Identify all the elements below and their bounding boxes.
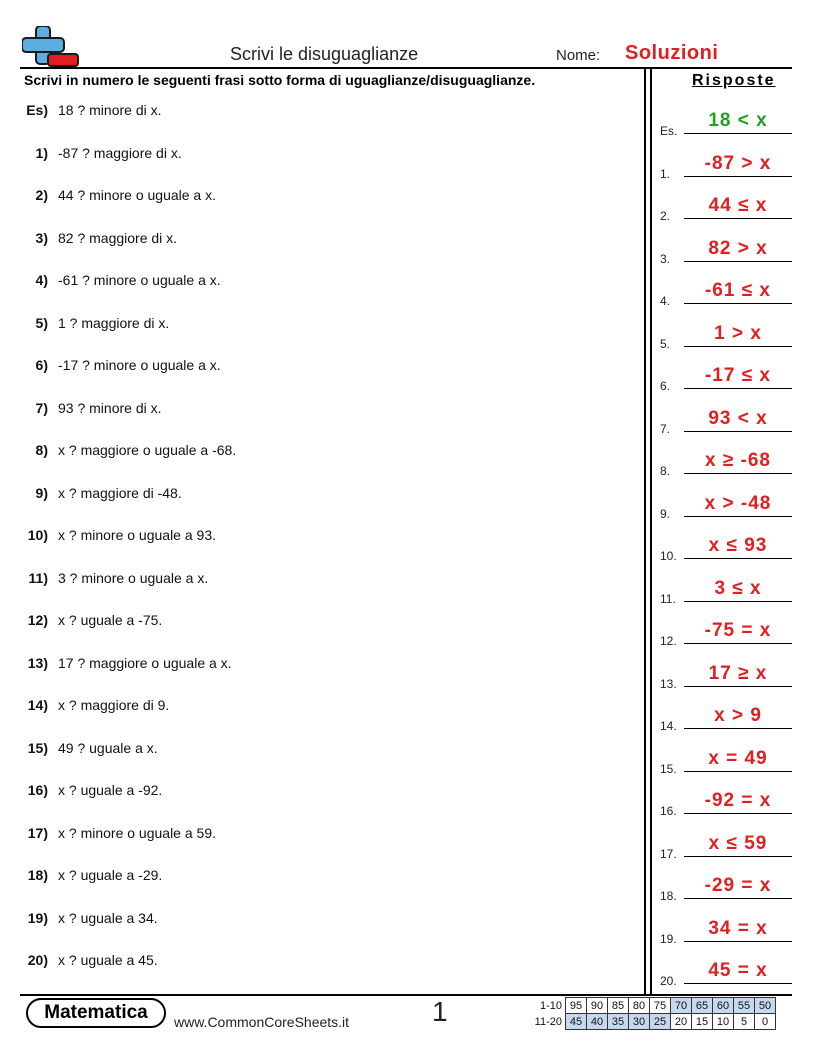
problem-text: 82 ? maggiore di x. <box>58 229 178 246</box>
problem-text: x ? uguale a -92. <box>58 782 163 798</box>
answer-value: x > -48 <box>704 492 772 514</box>
score-cell: 45 <box>566 1014 587 1030</box>
problem-text: 18 ? minore di x. <box>58 102 162 118</box>
score-cell: 65 <box>692 998 713 1014</box>
answer-item <box>660 618 792 648</box>
score-cell: 10 <box>713 1014 734 1030</box>
problem-text: 44 ? minore o uguale a x. <box>58 187 216 203</box>
answer-line <box>684 771 792 772</box>
score-cell: 75 <box>650 998 671 1014</box>
problem-number: 20) <box>27 952 48 968</box>
problem-number: 6) <box>35 357 48 373</box>
problem-number: 8) <box>35 442 48 458</box>
answer-label: 4. <box>660 294 671 308</box>
answer-value: x ≤ 59 <box>708 832 768 854</box>
answer-value: 17 ≥ x <box>708 662 768 684</box>
answer-line <box>684 983 792 984</box>
answer-line <box>684 133 792 134</box>
answer-line <box>684 516 792 517</box>
answer-line <box>684 388 792 389</box>
problem-text: 1 ? maggiore di x. <box>58 314 170 331</box>
score-cell: 15 <box>692 1014 713 1030</box>
answer-line <box>684 473 792 474</box>
name-value: Soluzioni <box>625 42 719 64</box>
problem-number: 15) <box>27 739 48 756</box>
score-row-label: 1-10 <box>539 999 562 1012</box>
answer-label: 15. <box>660 761 677 776</box>
score-row <box>526 1014 776 1030</box>
answer-label: Es. <box>660 124 678 138</box>
answer-item <box>660 448 792 478</box>
answer-label: 9. <box>660 506 671 521</box>
answer-item <box>660 236 792 266</box>
worksheet-title: Scrivi le disuguaglianze <box>230 44 419 64</box>
answer-label: 13. <box>660 676 677 691</box>
answer-value: 18 < x <box>708 110 768 131</box>
problem-text: x ? uguale a -29. <box>58 867 163 883</box>
problem-number: 10) <box>27 527 48 543</box>
answer-label: 12. <box>660 634 677 648</box>
answer-label: 18. <box>660 889 677 903</box>
score-row <box>526 998 776 1014</box>
answer-value: 93 < x <box>708 407 768 429</box>
problem-text: x ? minore o uguale a 59. <box>58 824 216 841</box>
problem-number: 7) <box>35 399 48 416</box>
answer-value: -61 ≤ x <box>704 280 771 301</box>
problem-number: 2) <box>35 187 48 203</box>
problem-number: 3) <box>35 229 48 246</box>
score-cell: 60 <box>713 998 734 1014</box>
answer-line <box>684 558 792 559</box>
answer-label: 2. <box>660 209 671 223</box>
answer-item <box>660 703 792 733</box>
name-label: Nome: <box>556 47 601 64</box>
problem-text: 17 ? maggiore o uguale a x. <box>58 654 232 671</box>
answer-line <box>684 303 792 304</box>
answer-label: 6. <box>660 379 671 393</box>
problem-text: x ? maggiore di 9. <box>58 697 170 713</box>
answer-value: x = 49 <box>708 747 768 769</box>
problem-number: Es) <box>26 102 48 118</box>
problem-text: -87 ? maggiore di x. <box>58 144 182 161</box>
answer-item <box>660 788 792 818</box>
answer-item <box>660 321 792 351</box>
answer-label: 1. <box>660 166 671 181</box>
answer-value: -29 = x <box>704 875 772 896</box>
answer-line <box>684 941 792 942</box>
answer-item <box>660 661 792 691</box>
problem-text: x ? uguale a 34. <box>58 909 158 926</box>
score-cell: 90 <box>587 998 608 1014</box>
site-url: www.CommonCoreSheets.it <box>174 1014 350 1030</box>
answer-line <box>684 813 792 814</box>
answer-value: -17 ≤ x <box>704 365 771 386</box>
answer-label: 3. <box>660 251 671 266</box>
answer-item <box>660 193 792 223</box>
score-cell: 70 <box>671 998 692 1014</box>
answer-line <box>684 643 792 644</box>
score-cell: 20 <box>671 1014 692 1030</box>
answer-item <box>660 533 792 563</box>
problem-number: 4) <box>35 272 48 288</box>
subject-badge: Matematica <box>26 998 166 1028</box>
instructions: Scrivi in numero le seguenti frasi sotto forma di uguaglianze/disuguaglianze. <box>24 72 536 88</box>
score-cell: 80 <box>629 998 650 1014</box>
answer-value: 45 = x <box>708 960 768 981</box>
answers-title: Risposte <box>692 72 776 89</box>
problem-text: -61 ? minore o uguale a x. <box>58 272 221 288</box>
answer-line <box>684 346 792 347</box>
answer-line <box>684 601 792 602</box>
answer-line <box>684 261 792 262</box>
problem-number: 11) <box>28 569 48 586</box>
score-cell: 55 <box>734 998 755 1014</box>
problem-text: 49 ? uguale a x. <box>58 739 158 756</box>
answer-label: 5. <box>660 336 671 351</box>
answer-item <box>660 576 792 606</box>
answer-line <box>684 728 792 729</box>
answer-line <box>684 898 792 899</box>
answer-value: x ≤ 93 <box>708 535 768 556</box>
answer-item <box>660 746 792 776</box>
answer-item <box>660 491 792 521</box>
score-row-label: 11-20 <box>534 1015 562 1028</box>
score-table <box>526 997 776 1030</box>
answer-label: 14. <box>660 719 677 733</box>
answer-line <box>684 431 792 432</box>
problem-text: x ? minore o uguale a 93. <box>58 527 216 543</box>
problem-number: 9) <box>35 484 48 501</box>
problem-text: x ? uguale a -75. <box>58 612 163 628</box>
problem-text: 3 ? minore o uguale a x. <box>58 569 209 586</box>
answer-line <box>684 686 792 687</box>
page-number: 1 <box>432 996 448 1027</box>
answer-value: 34 = x <box>708 917 768 939</box>
answer-value: 1 > x <box>714 322 762 344</box>
answer-value: x ≥ -68 <box>704 450 771 471</box>
problem-text: x ? maggiore o uguale a -68. <box>58 442 237 458</box>
answer-item <box>660 831 792 861</box>
problem-text: x ? maggiore di -48. <box>58 484 182 501</box>
answer-label: 10. <box>660 549 677 563</box>
answer-label: 7. <box>660 421 671 436</box>
answer-label: 20. <box>660 974 677 988</box>
answer-item <box>660 406 792 436</box>
answer-line <box>684 176 792 177</box>
answer-item <box>660 151 792 181</box>
answer-label: 8. <box>660 464 671 478</box>
problem-text: 93 ? minore di x. <box>58 399 162 416</box>
answer-item <box>660 873 792 903</box>
answer-value: -92 = x <box>704 790 772 811</box>
answer-label: 19. <box>660 931 677 946</box>
problem-number: 13) <box>27 654 48 671</box>
score-cell: 0 <box>755 1014 776 1030</box>
problem-text: x ? uguale a 45. <box>58 952 158 968</box>
score-cell: 95 <box>566 998 587 1014</box>
answer-item <box>660 916 792 946</box>
score-cell: 85 <box>608 998 629 1014</box>
problem-number: 1) <box>35 144 48 161</box>
problem-number: 17) <box>27 824 48 841</box>
problem-number: 14) <box>27 697 48 713</box>
answer-label: 17. <box>660 846 677 861</box>
answer-item <box>660 108 792 138</box>
problem-number: 12) <box>27 612 48 628</box>
problem-number: 19) <box>27 909 48 926</box>
score-cell: 25 <box>650 1014 671 1030</box>
answer-line <box>684 218 792 219</box>
score-cell: 35 <box>608 1014 629 1030</box>
answer-value: -75 = x <box>704 620 772 641</box>
problem-number: 5) <box>35 314 48 331</box>
score-cell: 5 <box>734 1014 755 1030</box>
problem-number: 18) <box>27 867 48 883</box>
answer-item <box>660 363 792 393</box>
problem-text: -17 ? minore o uguale a x. <box>58 357 221 373</box>
answer-value: -87 > x <box>704 152 772 174</box>
answer-value: x > 9 <box>714 705 762 726</box>
score-cell: 40 <box>587 1014 608 1030</box>
score-cell: 50 <box>755 998 776 1014</box>
answer-label: 11. <box>660 591 676 606</box>
answer-value: 82 > x <box>708 237 768 259</box>
answer-value: 3 ≤ x <box>714 577 762 599</box>
answer-label: 16. <box>660 804 677 818</box>
answer-value: 44 ≤ x <box>708 195 768 216</box>
answer-item <box>660 958 792 988</box>
answer-line <box>684 856 792 857</box>
problem-number: 16) <box>27 782 48 798</box>
score-cell: 30 <box>629 1014 650 1030</box>
answer-item <box>660 278 792 308</box>
